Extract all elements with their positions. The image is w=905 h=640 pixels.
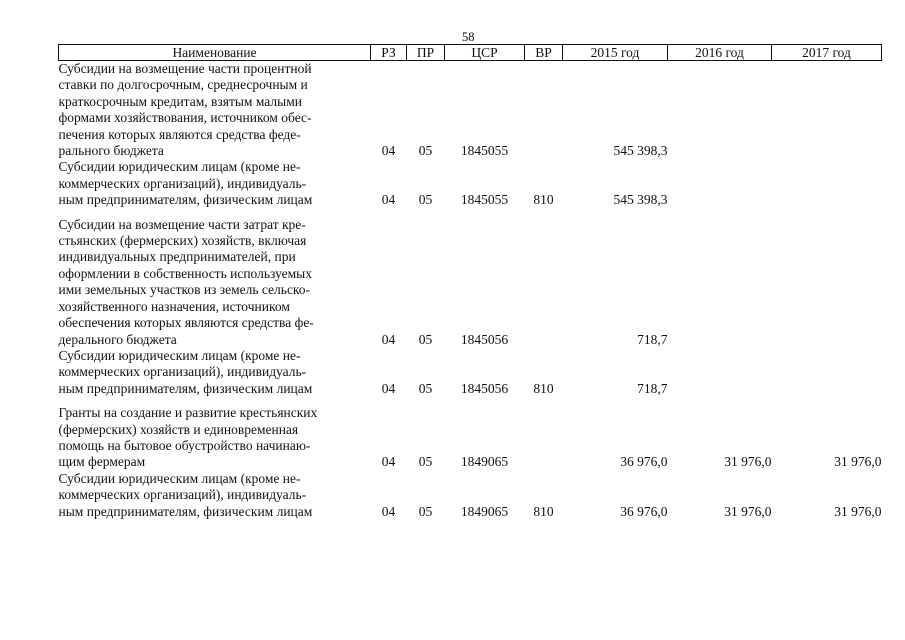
- row-2017-cell: 31 976,0: [834, 503, 882, 519]
- row-2016-cell: [668, 348, 772, 397]
- column-header-vr: ВР: [525, 45, 563, 61]
- table-row: [59, 471, 882, 520]
- row-2017-cell: 31 976,0: [834, 454, 882, 470]
- row-name-line: ими земельных участков из земель сельско-: [58, 282, 311, 298]
- row-name-cell: [59, 61, 371, 160]
- row-name-line: (фермерских) хозяйств и единовременная: [58, 421, 299, 437]
- row-name-line: стьянских (фермерских) хозяйств, включая: [58, 233, 307, 249]
- row-pr-cell: 05: [418, 503, 433, 519]
- table-row: [59, 159, 882, 208]
- row-2016-cell: [668, 61, 772, 160]
- row-rz-cell: 04: [381, 503, 396, 519]
- row-csr-cell: 1845055: [460, 143, 509, 159]
- row-name-line: коммерческих организаций), индивидуаль-: [58, 364, 307, 380]
- column-header-csr: ЦСР: [445, 45, 525, 61]
- row-rz-cell: 04: [381, 331, 396, 347]
- row-name-line: помощь на бытовое обустройство начинаю-: [58, 437, 311, 453]
- row-pr-cell: 05: [418, 192, 433, 208]
- row-name-line: оформлении в собственность используемых: [58, 265, 312, 281]
- row-rz-cell: 04: [381, 454, 396, 470]
- row-2017-cell: [772, 348, 882, 397]
- row-2017-cell: [772, 61, 882, 160]
- row-name-line: хозяйственного назначения, источником: [58, 298, 290, 314]
- row-vr-cell: 810: [533, 192, 554, 208]
- row-name-line: ным предпринимателям, физическим лицам: [58, 380, 313, 396]
- row-2017-cell: [772, 159, 882, 208]
- row-2015-cell: 545 398,3: [613, 192, 668, 208]
- row-name-line: Гранты на создание и развитие крестьянских: [58, 405, 318, 421]
- row-pr-cell: 05: [418, 331, 433, 347]
- column-header-pr: ПР: [407, 45, 445, 61]
- row-name-cell: [59, 159, 371, 208]
- row-name-line: Субсидии юридическим лицам (кроме не-: [58, 347, 301, 363]
- row-2016-cell: 31 976,0: [724, 503, 772, 519]
- row-vr-cell: [525, 61, 563, 160]
- row-name-line: рального бюджета: [58, 143, 164, 159]
- table-body: [59, 61, 882, 520]
- row-csr-cell: 1849065: [460, 503, 509, 519]
- column-header-2016: 2016 год: [668, 45, 772, 61]
- table-header-row: [59, 45, 882, 61]
- table-row: [59, 348, 882, 397]
- row-name-line: индивидуальных предпринимателей, при: [58, 249, 296, 265]
- column-header-2017: 2017 год: [772, 45, 882, 61]
- row-vr-cell: 810: [533, 380, 554, 396]
- row-name-cell: [59, 209, 371, 348]
- row-2015-cell: 718,7: [637, 331, 668, 347]
- row-name-line: Субсидии на возмещение части процентной: [58, 61, 312, 76]
- row-2015-cell: 545 398,3: [613, 143, 668, 159]
- page-number: 58: [462, 30, 475, 44]
- row-csr-cell: 1845055: [460, 192, 509, 208]
- row-csr-cell: 1849065: [460, 454, 509, 470]
- row-name-line: щим фермерам: [58, 454, 146, 470]
- row-2015-cell: 718,7: [637, 380, 668, 396]
- row-2017-cell: [772, 209, 882, 348]
- row-name-line: формами хозяйствования, источником обес-: [58, 110, 312, 126]
- row-pr-cell: 05: [418, 143, 433, 159]
- table-row: [59, 209, 882, 348]
- table-row: [59, 61, 882, 160]
- row-name-line: Субсидии юридическим лицам (кроме не-: [58, 159, 301, 175]
- table-row: [59, 397, 882, 471]
- column-header-2015: 2015 год: [563, 45, 668, 61]
- row-name-line: ным предпринимателям, физическим лицам: [58, 503, 313, 519]
- row-vr-cell: 810: [533, 503, 554, 519]
- row-2016-cell: [668, 209, 772, 348]
- budget-table: [58, 44, 882, 520]
- row-pr-cell: 05: [418, 380, 433, 396]
- row-csr-cell: 1845056: [460, 331, 509, 347]
- row-name-line: Субсидии на возмещение части затрат кре-: [58, 216, 306, 232]
- row-2015-cell: 36 976,0: [620, 454, 668, 470]
- row-csr-cell: 1845056: [460, 380, 509, 396]
- column-header-rz: РЗ: [371, 45, 407, 61]
- row-rz-cell: 04: [381, 380, 396, 396]
- row-name-cell: [59, 397, 371, 471]
- row-name-cell: [59, 348, 371, 397]
- row-pr-cell: 05: [418, 454, 433, 470]
- row-name-line: обеспечения которых являются средства фе-: [58, 315, 314, 331]
- row-name-cell: [59, 471, 371, 520]
- row-name-line: коммерческих организаций), индивидуаль-: [58, 487, 307, 503]
- row-name-line: печения которых являются средства феде-: [58, 126, 301, 142]
- row-name-line: дерального бюджета: [58, 331, 177, 347]
- row-2016-cell: 31 976,0: [724, 454, 772, 470]
- row-2016-cell: [668, 159, 772, 208]
- column-header-name: Наименование: [59, 45, 371, 61]
- row-rz-cell: 04: [381, 143, 396, 159]
- row-vr-cell: [525, 209, 563, 348]
- row-name-line: краткосрочным кредитам, взятым малыми: [58, 93, 302, 109]
- row-name-line: ставки по долгосрочным, среднесрочным и: [58, 77, 308, 93]
- row-name-line: Субсидии юридическим лицам (кроме не-: [58, 470, 301, 486]
- row-name-line: ным предпринимателям, физическим лицам: [58, 192, 313, 208]
- row-2015-cell: 36 976,0: [620, 503, 668, 519]
- row-vr-cell: [525, 397, 563, 471]
- row-name-line: коммерческих организаций), индивидуаль-: [58, 175, 307, 191]
- row-rz-cell: 04: [381, 192, 396, 208]
